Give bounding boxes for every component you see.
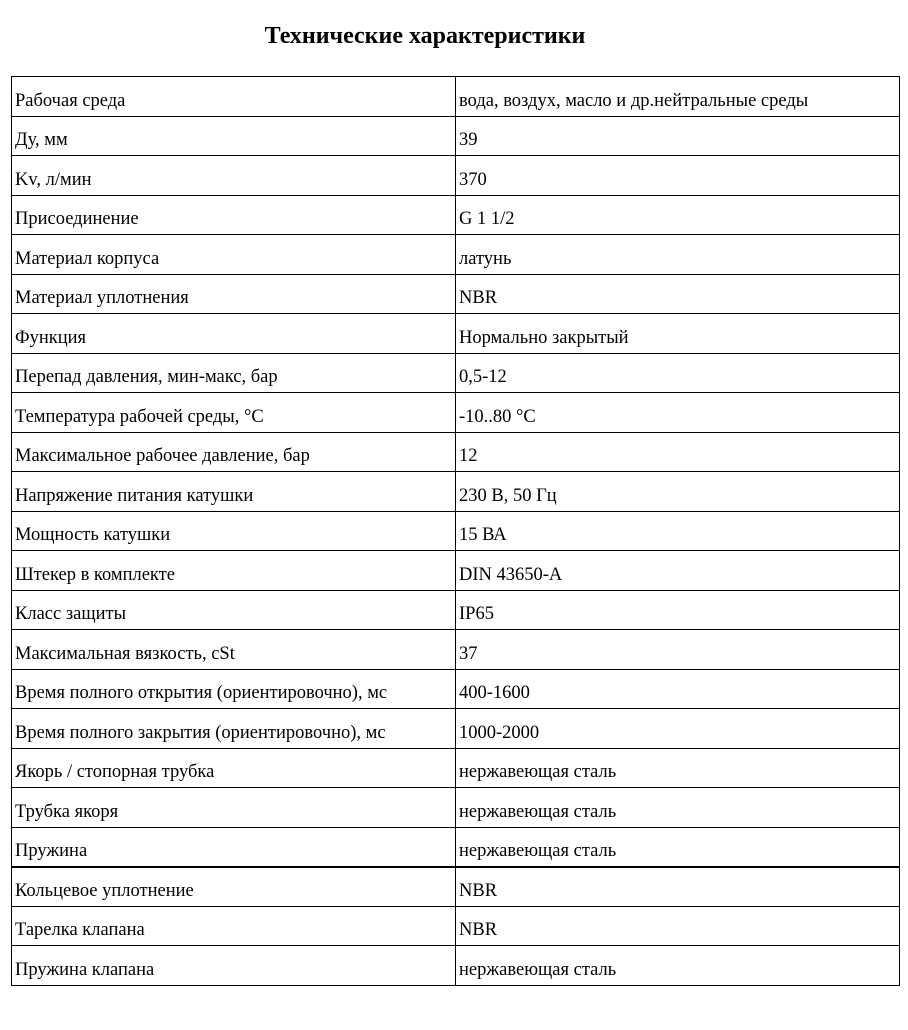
specifications-table <box>11 76 900 986</box>
value-cell: нержавеющая сталь <box>456 748 900 788</box>
table-row <box>12 669 900 709</box>
param-cell: Мощность катушки <box>12 511 456 551</box>
table-row <box>12 630 900 670</box>
table-row <box>12 432 900 472</box>
param-cell: Присоединение <box>12 195 456 235</box>
value-cell: 400-1600 <box>456 669 900 709</box>
param-cell: Функция <box>12 314 456 354</box>
table-row <box>12 472 900 512</box>
param-cell: Штекер в комплекте <box>12 551 456 591</box>
table-row <box>12 353 900 393</box>
value-cell: вода, воздух, масло и др.нейтральные среды <box>456 77 900 117</box>
value-cell: 230 В, 50 Гц <box>456 472 900 512</box>
table-row <box>12 274 900 314</box>
value-cell: Нормально закрытый <box>456 314 900 354</box>
table-row <box>12 867 900 907</box>
table-row <box>12 590 900 630</box>
value-cell: 37 <box>456 630 900 670</box>
value-cell: нержавеющая сталь <box>456 788 900 828</box>
param-cell: Материал корпуса <box>12 235 456 275</box>
table-row <box>12 156 900 196</box>
value-cell: латунь <box>456 235 900 275</box>
param-cell: Kv, л/мин <box>12 156 456 196</box>
value-cell: NBR <box>456 274 900 314</box>
param-cell: Пружина клапана <box>12 946 456 986</box>
value-cell: 39 <box>456 116 900 156</box>
param-cell: Максимальная вязкость, cSt <box>12 630 456 670</box>
table-row <box>12 827 900 867</box>
param-cell: Ду, мм <box>12 116 456 156</box>
table-row <box>12 906 900 946</box>
value-cell: NBR <box>456 867 900 907</box>
param-cell: Материал уплотнения <box>12 274 456 314</box>
param-cell: Время полного закрытия (ориентировочно), мс <box>12 709 456 749</box>
value-cell: 1000-2000 <box>456 709 900 749</box>
param-cell: Максимальное рабочее давление, бар <box>12 432 456 472</box>
value-cell: 0,5-12 <box>456 353 900 393</box>
table-row <box>12 788 900 828</box>
table-row <box>12 235 900 275</box>
value-cell: IP65 <box>456 590 900 630</box>
value-cell: нержавеющая сталь <box>456 946 900 986</box>
param-cell: Время полного открытия (ориентировочно), мс <box>12 669 456 709</box>
table-row <box>12 946 900 986</box>
table-row <box>12 116 900 156</box>
table-row <box>12 195 900 235</box>
value-cell: -10..80 °C <box>456 393 900 433</box>
value-cell: нержавеющая сталь <box>456 827 900 867</box>
param-cell: Кольцевое уплотнение <box>12 867 456 907</box>
value-cell: G 1 1/2 <box>456 195 900 235</box>
param-cell: Рабочая среда <box>12 77 456 117</box>
table-row <box>12 748 900 788</box>
value-cell: 15 ВА <box>456 511 900 551</box>
param-cell: Класс защиты <box>12 590 456 630</box>
document-title: Технические характеристики <box>264 23 586 49</box>
value-cell: DIN 43650-A <box>456 551 900 591</box>
table-row <box>12 77 900 117</box>
table-row <box>12 511 900 551</box>
param-cell: Тарелка клапана <box>12 906 456 946</box>
value-cell: 12 <box>456 432 900 472</box>
table-row <box>12 393 900 433</box>
param-cell: Температура рабочей среды, °C <box>12 393 456 433</box>
table-row <box>12 314 900 354</box>
param-cell: Перепад давления, мин-макс, бар <box>12 353 456 393</box>
value-cell: 370 <box>456 156 900 196</box>
value-cell: NBR <box>456 906 900 946</box>
param-cell: Пружина <box>12 827 456 867</box>
table-row <box>12 709 900 749</box>
table-row <box>12 551 900 591</box>
param-cell: Якорь / стопорная трубка <box>12 748 456 788</box>
param-cell: Напряжение питания катушки <box>12 472 456 512</box>
param-cell: Трубка якоря <box>12 788 456 828</box>
